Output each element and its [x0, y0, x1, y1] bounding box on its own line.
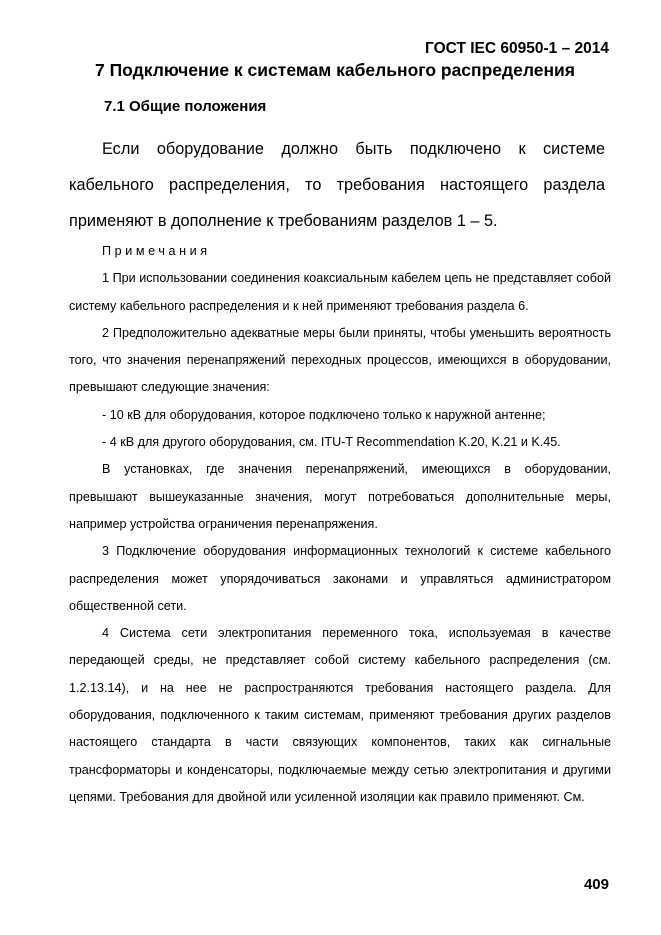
- note-2-dash-1: - 10 кВ для оборудования, которое подключено только к наружной антенне;: [102, 407, 546, 422]
- notes-heading: Примечания: [102, 244, 211, 258]
- note-4: 4 Система сети электропитания переменного тока, используемая в качестве передающей среды, не представляет собой систему кабельного распределения (см. 1.2.13.14), и на нее не распространяются требования настоящего раздела. Для оборудования, подключенного к таким системам, применяют требования других разделов настоящего стандарта в части связующих компонентов, таких как сигнальные трансформаторы и конденсаторы, подключаемые между сетью электропитания и другими цепями. Требования для двойной или усиленной изоляции как правило применяют. См.: [69, 626, 611, 804]
- subsection-title: 7.1 Общие положения: [104, 98, 267, 115]
- page-number: 409: [583, 876, 609, 893]
- note-2: 2 Предположительно адекватные меры были приняты, чтобы уменьшить вероятность того, что значения перенапряжений переходных процессов, имеющихся в оборудовании, превышают следующие значения:: [69, 325, 611, 395]
- note-1: 1 При использовании соединения коаксиальным кабелем цепь не представляет собой систему кабельного распределения и к ней применяют требования раздела 6.: [69, 271, 611, 313]
- intro-block: [69, 131, 605, 239]
- note-2-continuation: В установках, где значения перенапряжений, имеющихся в оборудовании, превышают вышеуказанные значения, могут потребоваться дополнительные меры, например устройства ограничения перенапряжения.: [69, 462, 611, 531]
- notes-block: [69, 238, 611, 811]
- intro-paragraph: Если оборудование должно быть подключено к системе кабельного распределения, то требования настоящего раздела применяют в дополнение к требованиям разделов 1 – 5.: [69, 140, 605, 230]
- note-3: 3 Подключение оборудования информационных технологий к системе кабельного распределения может упорядочиваться законами и управляться администратором общественной сети.: [69, 544, 611, 613]
- section-title: 7 Подключение к системам кабельного распределения: [95, 60, 576, 80]
- note-2-dash-2: - 4 кВ для другого оборудования, см. ITU-T Recommendation K.20, K.21 и K.45.: [102, 435, 561, 450]
- document-code: ГОСТ IEC 60950-1 – 2014: [425, 40, 609, 57]
